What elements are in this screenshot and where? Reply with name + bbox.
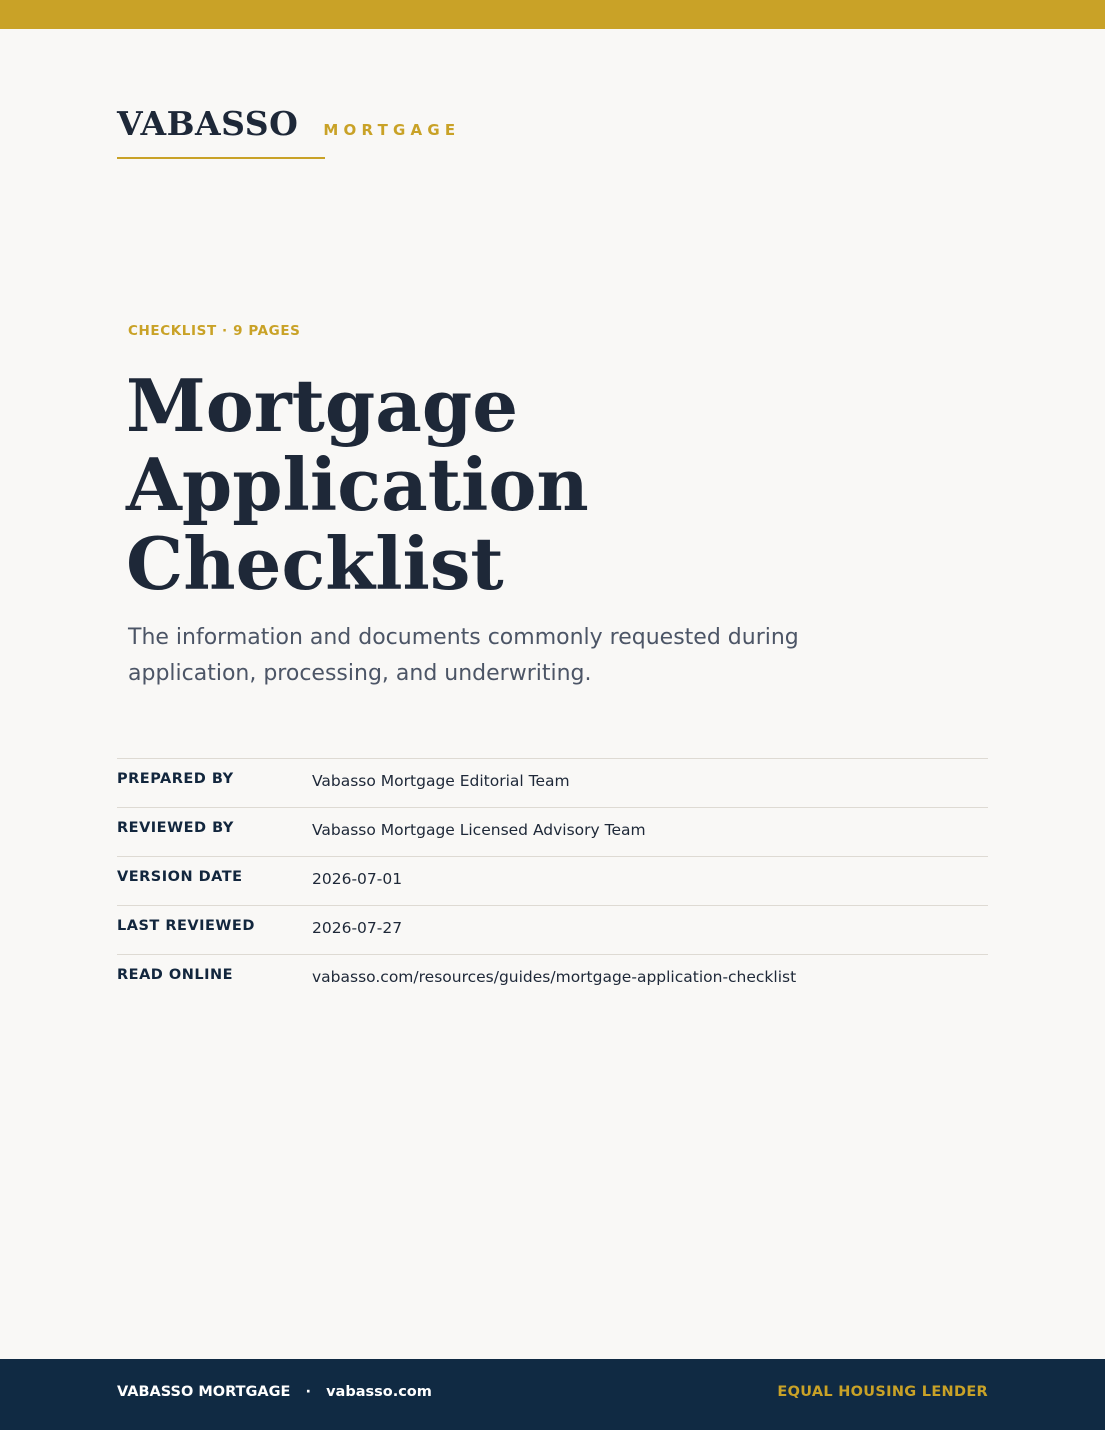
meta-row-prepared-by [117, 759, 988, 808]
title-line-2: Application [126, 442, 589, 527]
page-footer [0, 1359, 1105, 1430]
document-title [126, 363, 886, 606]
meta-row-read-online [117, 955, 988, 1003]
footer-website-link[interactable]: vabasso.com [326, 1384, 432, 1400]
brand-logo [117, 104, 460, 143]
title-line-3: Checklist [126, 521, 504, 606]
meta-label: PREPARED BY [117, 771, 234, 787]
meta-value: 2026-07-27 [312, 919, 403, 937]
document-metadata [117, 758, 988, 1003]
meta-label: READ ONLINE [117, 967, 234, 983]
brand-subtitle: MORTGAGE [323, 121, 461, 139]
document-subtitle: The information and documents commonly requested during application, processing, and underwriting. [128, 625, 799, 686]
meta-label: REVIEWED BY [117, 820, 234, 836]
meta-row-version-date [117, 857, 988, 906]
read-online-link[interactable]: vabasso.com/resources/guides/mortgage-application-checklist [312, 968, 797, 986]
document-eyebrow: CHECKLIST · 9 PAGES [128, 323, 301, 339]
brand-underline [117, 157, 325, 159]
brand-name: VABASSO [117, 104, 299, 143]
footer-company-name: VABASSO MORTGAGE [117, 1384, 291, 1400]
footer-separator: · [305, 1384, 312, 1400]
meta-label: LAST REVIEWED [117, 918, 255, 934]
title-line-1: Mortgage [126, 363, 519, 448]
equal-housing-notice: EQUAL HOUSING LENDER [777, 1384, 988, 1400]
meta-value: Vabasso Mortgage Editorial Team [312, 772, 570, 790]
meta-row-reviewed-by [117, 808, 988, 857]
top-accent-bar [0, 0, 1105, 29]
meta-value: Vabasso Mortgage Licensed Advisory Team [312, 821, 646, 839]
meta-value: 2026-07-01 [312, 870, 403, 888]
meta-row-last-reviewed [117, 906, 988, 955]
meta-label: VERSION DATE [117, 869, 243, 885]
footer-company-info [117, 1384, 432, 1400]
